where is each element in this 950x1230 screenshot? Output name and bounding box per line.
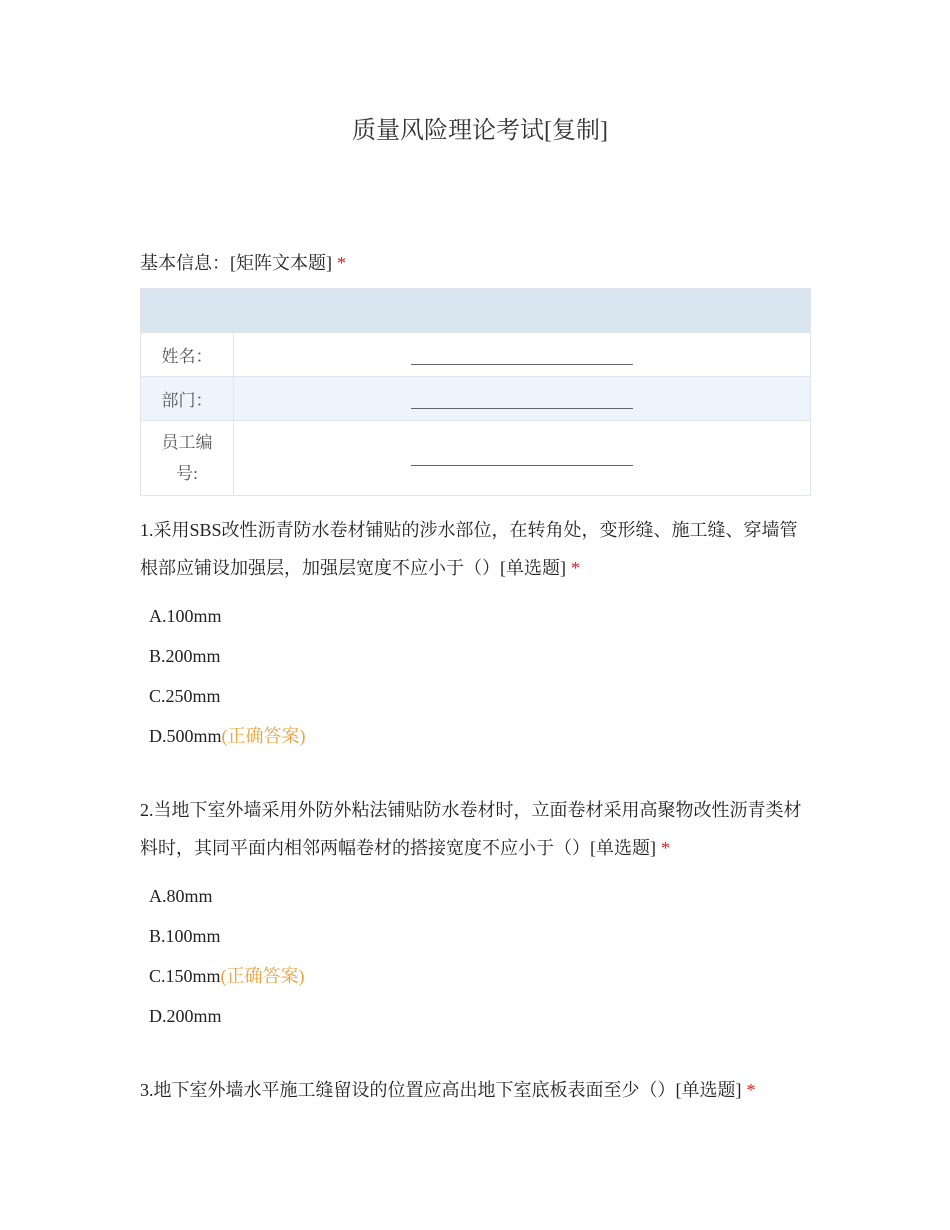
option-label: A.100mm bbox=[149, 606, 222, 626]
required-mark: * bbox=[661, 838, 670, 858]
basic-info-text: 基本信息：[矩阵文本题] bbox=[140, 253, 332, 273]
question-text bbox=[140, 791, 811, 867]
question-2-text: 2.当地下室外墙采用外防外粘法铺贴防水卷材时，立面卷材采用高聚物改性沥青类材料时，其同平面内相邻两幅卷材的搭接宽度不应小于（）[单选题] bbox=[140, 800, 802, 858]
question-3-text: 3.地下室外墙水平施工缝留设的位置应高出地下室底板表面至少（）[单选题] bbox=[140, 1080, 742, 1100]
name-field[interactable] bbox=[234, 333, 811, 377]
option-d[interactable] bbox=[149, 716, 811, 756]
department-blank-line[interactable] bbox=[411, 396, 633, 409]
matrix-header-cell bbox=[234, 289, 811, 333]
basic-info-label bbox=[140, 248, 811, 278]
matrix-row-name bbox=[141, 333, 811, 377]
question-1-text: 1.采用SBS改性沥青防水卷材铺贴的涉水部位，在转角处，变形缝、施工缝、穿墙管根部应铺设加强层，加强层宽度不应小于（）[单选题] bbox=[140, 520, 798, 578]
option-a[interactable] bbox=[149, 596, 811, 636]
correct-answer-tag: (正确答案) bbox=[220, 966, 305, 986]
option-label: D.500mm bbox=[149, 726, 222, 746]
option-label: B.200mm bbox=[149, 646, 221, 666]
name-blank-line[interactable] bbox=[411, 352, 633, 365]
department-field[interactable] bbox=[234, 377, 811, 421]
matrix-header-row bbox=[141, 289, 811, 333]
matrix-row-department bbox=[141, 377, 811, 421]
required-mark: * bbox=[571, 558, 580, 578]
page-title: 质量风险理论考试[复制] bbox=[352, 118, 608, 144]
employee-id-blank-line[interactable] bbox=[411, 453, 633, 466]
basic-info-matrix bbox=[140, 288, 811, 496]
employee-id-field[interactable] bbox=[234, 421, 811, 496]
matrix-row-employee-id bbox=[141, 421, 811, 496]
question-text bbox=[140, 1071, 811, 1109]
option-label: C.250mm bbox=[149, 686, 221, 706]
matrix-header-cell bbox=[141, 289, 234, 333]
question-2 bbox=[140, 791, 811, 1036]
option-c[interactable] bbox=[149, 676, 811, 716]
option-a[interactable] bbox=[149, 876, 811, 916]
option-label: C.150mm bbox=[149, 966, 221, 986]
option-b[interactable] bbox=[149, 636, 811, 676]
option-label: B.100mm bbox=[149, 926, 221, 946]
matrix-row-label: 员工编号: bbox=[161, 433, 213, 483]
option-label: A.80mm bbox=[149, 886, 213, 906]
matrix-row-label: 姓名： bbox=[141, 333, 234, 377]
question-2-options bbox=[140, 876, 811, 1036]
required-mark: * bbox=[746, 1080, 756, 1100]
question-1-options bbox=[140, 596, 811, 756]
option-c[interactable] bbox=[149, 956, 811, 996]
question-1 bbox=[140, 511, 811, 756]
matrix-row-label: 部门： bbox=[141, 377, 234, 421]
question-text bbox=[140, 511, 811, 587]
matrix-row-label-cell bbox=[141, 421, 234, 496]
correct-answer-tag: (正确答案) bbox=[221, 726, 306, 746]
option-d[interactable] bbox=[149, 996, 811, 1036]
option-b[interactable] bbox=[149, 916, 811, 956]
option-label: D.200mm bbox=[149, 1006, 222, 1026]
required-mark: * bbox=[337, 253, 346, 273]
question-3 bbox=[140, 1071, 811, 1109]
